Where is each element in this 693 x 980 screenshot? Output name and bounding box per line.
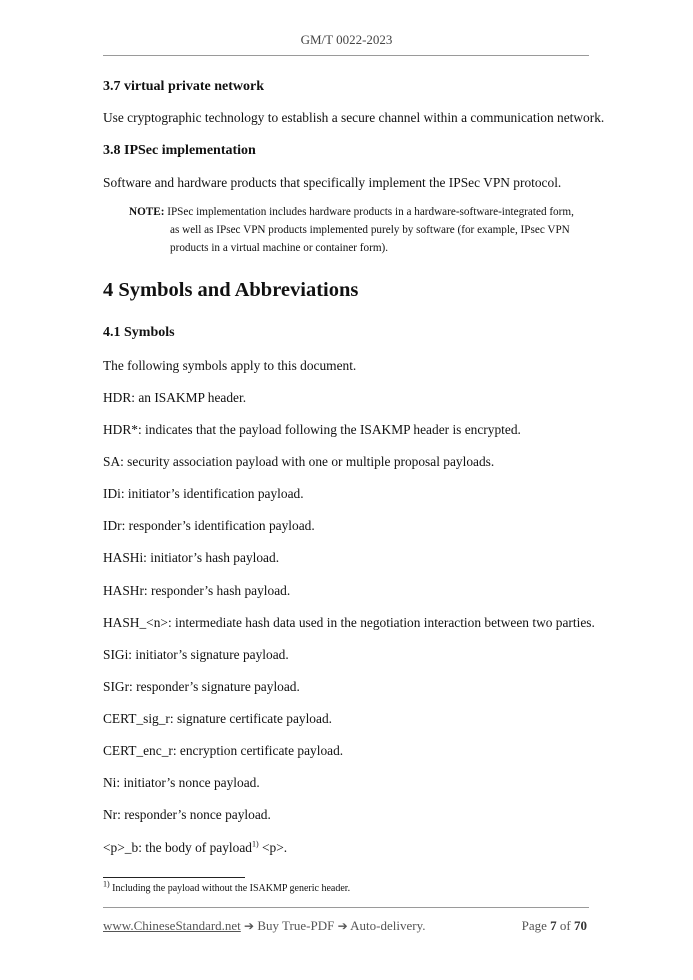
heading-4: 4 Symbols and Abbreviations bbox=[103, 279, 359, 301]
note-line-2: as well as IPsec VPN products implemented purely by software (for example, IPsec VPN bbox=[170, 224, 570, 236]
total-pages: 70 bbox=[574, 918, 587, 933]
symbol-item: SIGr: responder’s signature payload. bbox=[103, 679, 300, 694]
symbol-item: CERT_sig_r: signature certificate payload. bbox=[103, 711, 332, 726]
footnote-marker: 1) bbox=[103, 879, 110, 889]
header-divider bbox=[103, 55, 589, 56]
symbol-item: HASH_<n>: intermediate hash data used in the negotiation interaction between two parties. bbox=[103, 615, 595, 630]
arrow-right-icon: ➔ bbox=[337, 919, 348, 933]
footnote-divider bbox=[103, 877, 245, 878]
arrow-right-icon: ➔ bbox=[244, 919, 255, 933]
delivery-text: Auto-delivery. bbox=[347, 918, 426, 933]
heading-3-8: 3.8 IPSec implementation bbox=[103, 143, 256, 158]
note-text-1: IPSec implementation includes hardware products in a hardware-software-integrated form, bbox=[167, 206, 574, 218]
symbol-item: HASHr: responder’s hash payload. bbox=[103, 583, 291, 598]
symbol-item: HDR: an ISAKMP header. bbox=[103, 390, 247, 405]
note-label: NOTE: bbox=[129, 206, 165, 218]
symbol-item: SA: security association payload with one or multiple proposal payloads. bbox=[103, 454, 495, 469]
page-counter bbox=[522, 918, 587, 934]
symbol-item-last bbox=[103, 840, 287, 856]
footer-promo bbox=[103, 918, 426, 934]
symbols-intro: The following symbols apply to this document. bbox=[103, 358, 357, 373]
footnote-ref[interactable]: 1) bbox=[251, 839, 259, 849]
symbol-item-last-text: <p>_b: the body of payload bbox=[103, 840, 252, 855]
definition-3-8: Software and hardware products that specifically implement the IPSec VPN protocol. bbox=[103, 175, 562, 190]
symbol-item: SIGi: initiator’s signature payload. bbox=[103, 647, 289, 662]
symbol-item: HASHi: initiator’s hash payload. bbox=[103, 550, 280, 565]
note-line-1 bbox=[129, 204, 574, 222]
running-header: GM/T 0022-2023 bbox=[300, 32, 393, 47]
footer-divider bbox=[103, 907, 589, 908]
page-label: Page bbox=[521, 918, 551, 933]
footnote-text: Including the payload without the ISAKMP generic header. bbox=[109, 883, 351, 894]
definition-3-7: Use cryptographic technology to establish a secure channel within a communication network. bbox=[103, 110, 605, 125]
heading-3-7: 3.7 virtual private network bbox=[103, 79, 264, 94]
symbol-item: IDr: responder’s identification payload. bbox=[103, 518, 315, 533]
footnote bbox=[103, 879, 351, 894]
page-number: 7 bbox=[550, 918, 557, 933]
site-link[interactable]: www.ChineseStandard.net bbox=[103, 918, 241, 933]
symbol-item: Ni: initiator’s nonce payload. bbox=[103, 775, 260, 790]
symbol-item-last-tail: <p>. bbox=[258, 840, 288, 855]
symbol-item: Nr: responder’s nonce payload. bbox=[103, 807, 271, 822]
note-line-3: products in a virtual machine or container form). bbox=[170, 242, 389, 254]
symbol-item: CERT_enc_r: encryption certificate payload. bbox=[103, 743, 344, 758]
of-label: of bbox=[556, 918, 574, 933]
symbol-item: HDR*: indicates that the payload following the ISAKMP header is encrypted. bbox=[103, 422, 521, 437]
heading-4-1: 4.1 Symbols bbox=[103, 325, 175, 340]
symbol-item: IDi: initiator’s identification payload. bbox=[103, 486, 304, 501]
buy-text: Buy True-PDF bbox=[254, 918, 338, 933]
